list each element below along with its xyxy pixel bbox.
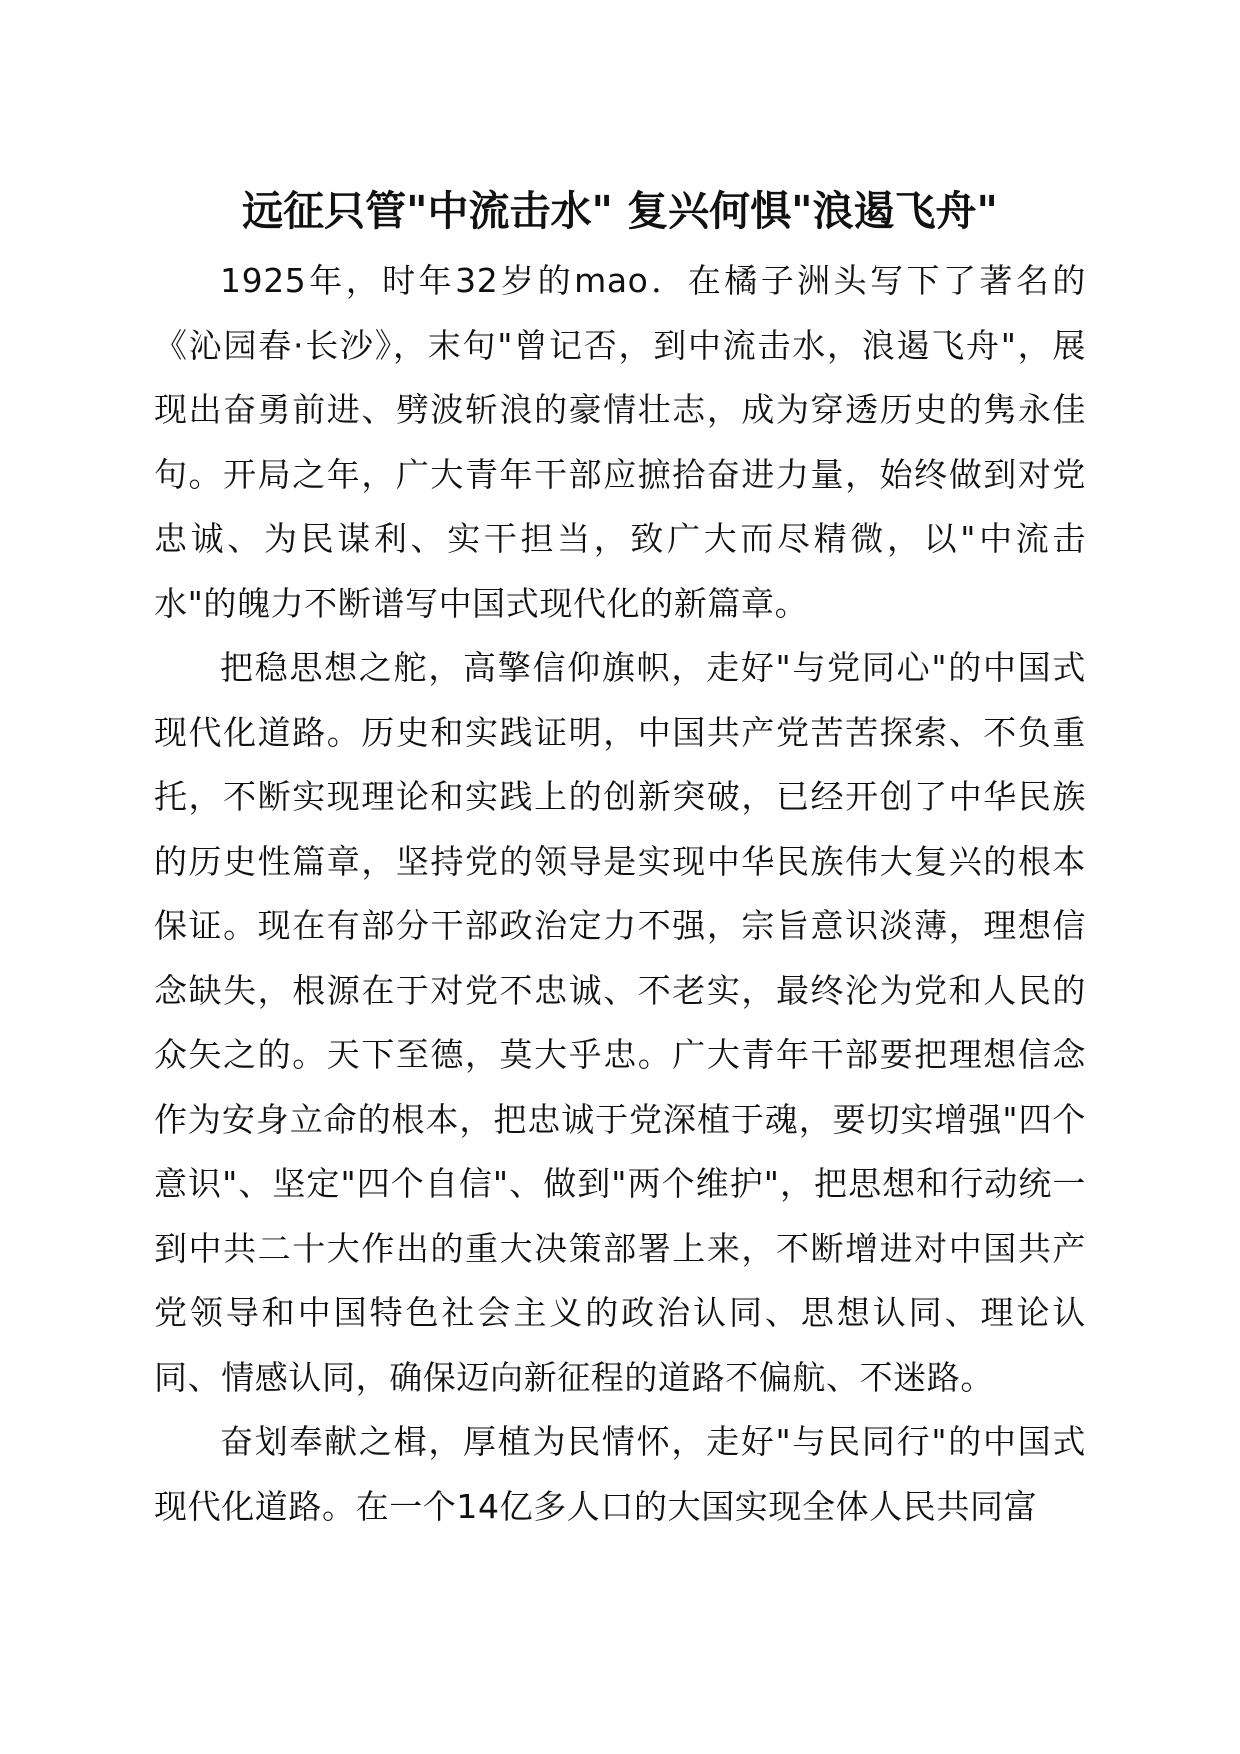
- paragraph-2: 把稳思想之舵，高擎信仰旗帜，走好"与党同心"的中国式现代化道路。历史和实践证明，中国共产党苦苦探索、不负重托，不断实现理论和实践上的创新突破，已经开创了中华民族的历史性篇章，坚持党的领导是实现中华民族伟大复兴的根本保证。现在有部分干部政治定力不强，宗旨意识淡薄，理想信念缺失，根源在于对党不忠诚、不老实，最终沦为党和人民的众矢之的。天下至德，莫大乎忠。广大青年干部要把理想信念作为安身立命的根本，把忠诚于党深植于魂，要切实增强"四个意识"、坚定"四个自信"、做到"两个维护"，把思想和行动统一到中共二十大作出的重大决策部署上来，不断增进对中国共产党领导和中国特色社会主义的政治认同、思想认同、理论认同、情感认同，确保迈向新征程的道路不偏航、不迷路。: [154, 648, 1086, 1397]
- paragraph-3: 奋划奉献之楫，厚植为民情怀，走好"与民同行"的中国式现代化道路。在一个14亿多人口的大国实现全体人民共同富: [154, 1422, 1086, 1526]
- document-body: [154, 249, 1086, 1539]
- document-title: 远征只管"中流击水" 复兴何惧"浪遏飞舟": [242, 187, 998, 235]
- paragraph-1: 1925年，时年32岁的mao．在橘子洲头写下了著名的《沁园春·长沙》，末句"曾记否，到中流击水，浪遏飞舟"，展现出奋勇前进、劈波斩浪的豪情壮志，成为穿透历史的隽永佳句。开局之年，广大青年干部应摭拾奋进力量，始终做到对党忠诚、为民谋利、实干担当，致广大而尽精微，以"中流击水"的魄力不断谱写中国式现代化的新篇章。: [154, 261, 1086, 623]
